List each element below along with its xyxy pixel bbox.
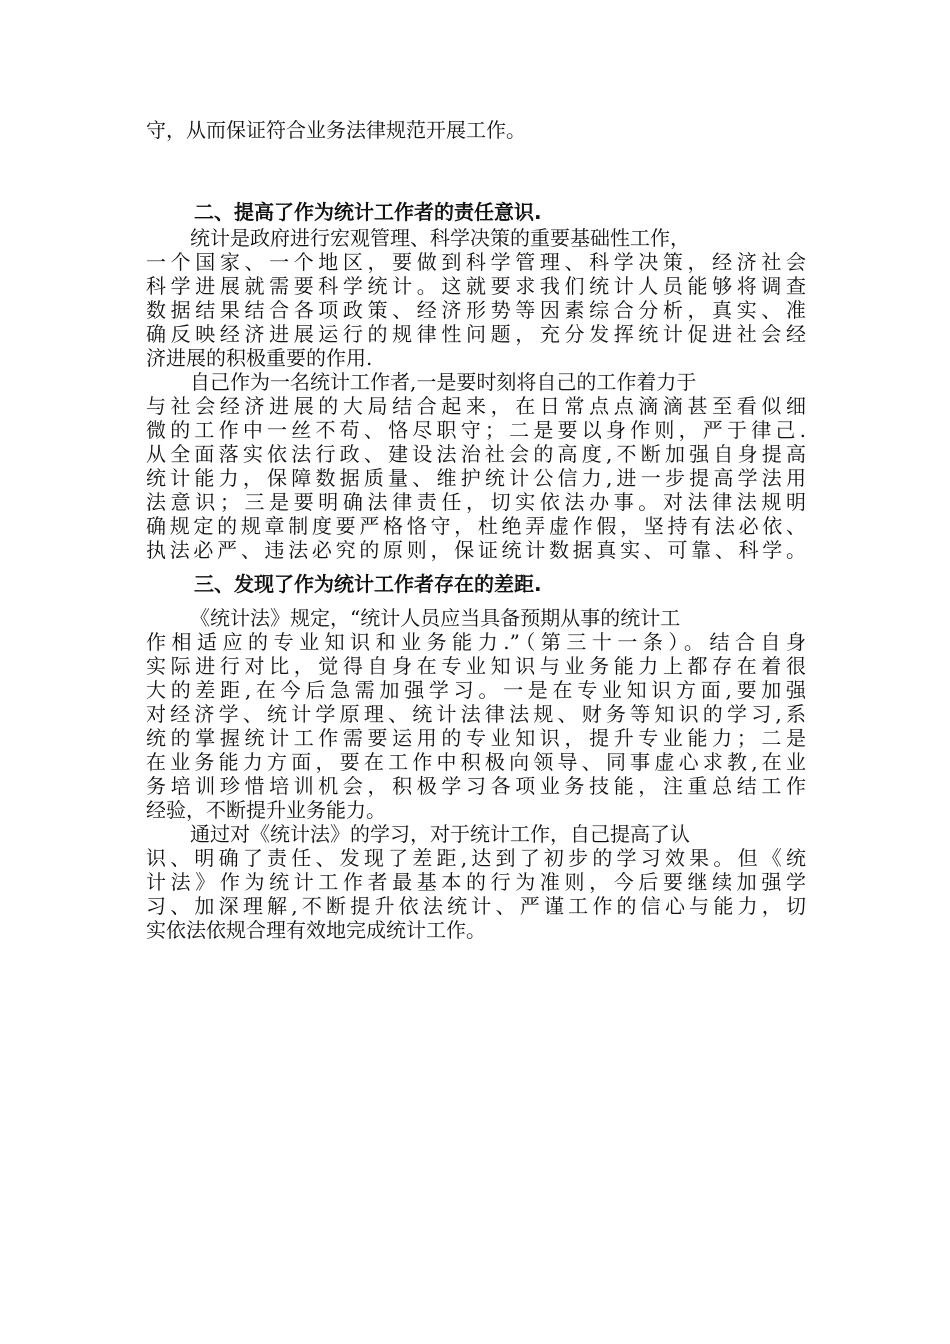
text-line: 作相适应的专业知识和业务能力.”（第三十一条）。结合自身	[146, 630, 806, 654]
text-line: 从全面落实依法行政、建设法治社会的高度,不断加强自身提高	[146, 442, 806, 466]
text-line: 自己作为一名统计工作者,一是要时刻将自己的工作着力于	[190, 370, 697, 394]
text-line: 实依法依规合理有效地完成统计工作。	[146, 918, 486, 942]
paragraph-1	[146, 226, 806, 370]
text-line: 确规定的规章制度要严格恪守，杜绝弄虚作假，坚持有法必依、	[146, 514, 806, 538]
text-line: 统计是政府进行宏观管理、科学决策的重要基础性工作，	[190, 226, 690, 250]
text-line: 识、明确了责任、发现了差距,达到了初步的学习效果。但《统	[146, 846, 806, 870]
text-line: 实际进行对比，觉得自身在专业知识与业务能力上都存在着很	[146, 654, 806, 678]
text-line: 与社会经济进展的大局结合起来，在日常点点滴滴甚至看似细	[146, 394, 806, 418]
text-line: 确反映经济进展运行的规律性问题，充分发挥统计促进社会经	[146, 322, 806, 346]
paragraph-3	[146, 606, 806, 822]
text-line: 经验，不断提升业务能力。	[146, 798, 386, 822]
text-line: 一个国家、一个地区，要做到科学管理、科学决策，经济社会	[146, 250, 806, 274]
paragraph-continuation	[146, 118, 806, 142]
text-line: 微的工作中一丝不苟、恪尽职守；二是要以身作则，严于律己.	[146, 418, 806, 442]
paragraph-4	[146, 822, 806, 942]
paragraph-2	[146, 370, 806, 562]
text-line: 计法》作为统计工作者最基本的行为准则，今后要继续加强学	[146, 870, 806, 894]
text-line: 执法必严、违法必究的原则，保证统计数据真实、可靠、科学。	[146, 538, 806, 562]
text-line: 统的掌握统计工作需要运用的专业知识，提升专业能力；二是	[146, 726, 806, 750]
text-line: 对经济学、统计学原理、统计法律法规、财务等知识的学习,系	[146, 702, 806, 726]
text-line: 法意识；三是要明确法律责任，切实依法办事。对法律法规明	[146, 490, 806, 514]
text-line: 统计能力，保障数据质量、维护统计公信力,进一步提高学法用	[146, 466, 806, 490]
text-line: 通过对《统计法》的学习，对于统计工作，自己提高了认	[190, 822, 690, 846]
text-line: 守，从而保证符合业务法律规范开展工作。	[146, 118, 526, 142]
text-line: 习、加深理解,不断提升依法统计、严谨工作的信心与能力，切	[146, 894, 806, 918]
section-heading-3: 三、发现了作为统计工作者存在的差距.	[194, 572, 542, 596]
section-heading-2: 二、提高了作为统计工作者的责任意识.	[194, 200, 542, 224]
text-line: 在业务能力方面，要在工作中积极向领导、同事虚心求教,在业	[146, 750, 806, 774]
text-line: 济进展的积极重要的作用.	[146, 346, 373, 370]
text-line: 科学进展就需要科学统计。这就要求我们统计人员能够将调查	[146, 274, 806, 298]
text-line: 大的差距,在今后急需加强学习。一是在专业知识方面,要加强	[146, 678, 806, 702]
text-line: 数据结果结合各项政策、经济形势等因素综合分析，真实、准	[146, 298, 806, 322]
text-line: 《统计法》规定，“统计人员应当具备预期从事的统计工	[190, 606, 681, 630]
document-page	[146, 118, 806, 942]
text-line: 务培训珍惜培训机会，积极学习各项业务技能，注重总结工作	[146, 774, 806, 798]
